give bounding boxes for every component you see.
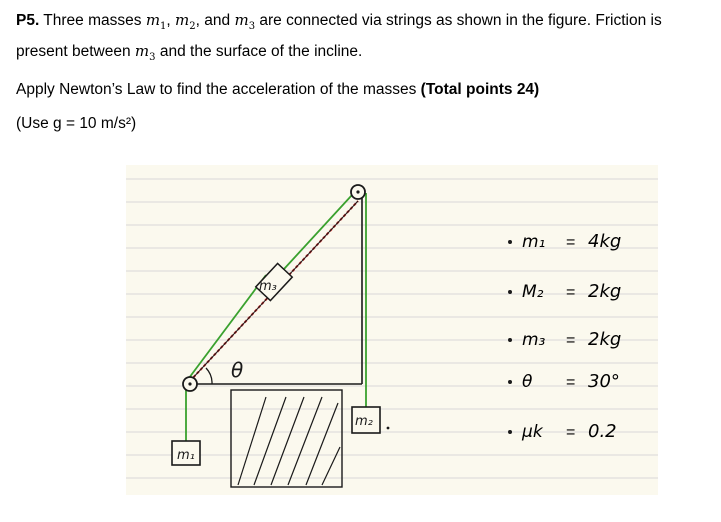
points-label: (Total points 24) [420, 81, 540, 98]
gravity-hint: (Use g = 10 m/s²) [16, 115, 137, 132]
given-value: 2kg [588, 329, 622, 350]
given-name: θ [522, 372, 533, 392]
var-m3: $m_3$ [234, 11, 256, 32]
given-equals: = [566, 424, 576, 441]
given-bullet [508, 380, 512, 384]
given-value: 30° [588, 371, 620, 392]
angle-label: θ [231, 358, 244, 382]
given-name: m₃ [522, 330, 546, 350]
block-m2-label: m₂ [355, 414, 373, 429]
given-value: 2kg [588, 281, 622, 302]
given-value: 0.2 [588, 421, 617, 442]
problem-statement [16, 8, 716, 136]
given-bullet [508, 430, 512, 434]
left-pulley [183, 377, 197, 391]
given-value: 4kg [588, 231, 622, 252]
given-equals: = [566, 374, 576, 391]
incline-figure [126, 165, 658, 495]
given-bullet [508, 290, 512, 294]
given-bullet [508, 240, 512, 244]
given-equals: = [566, 234, 576, 251]
var-m1: $m_1$ [145, 11, 167, 32]
given-equals: = [566, 332, 576, 349]
var-m2: $m_2$ [175, 11, 196, 32]
problem-label: P5. [16, 12, 40, 29]
given-name: μk [522, 422, 543, 442]
given-name: m₁ [522, 232, 546, 252]
problem-intro: P5. Three masses $m_1$, $m_2$, and $m_3$ are connected via strings as shown in the figure. Friction is present between $m_3$ and the surface of the incline. [16, 11, 662, 63]
given-bullet [508, 338, 512, 342]
problem-task: Apply Newton’s Law to find the acceleration of the masses (Total points 24) [16, 81, 540, 98]
var-m3-b: $m_3$ [134, 42, 156, 63]
notebook-paper [126, 165, 658, 495]
given-name: M₂ [522, 282, 544, 302]
block-m3-label: m₃ [259, 279, 277, 294]
block-m1-label: m₁ [177, 448, 195, 463]
given-equals: = [566, 284, 576, 301]
top-pulley [351, 185, 365, 199]
